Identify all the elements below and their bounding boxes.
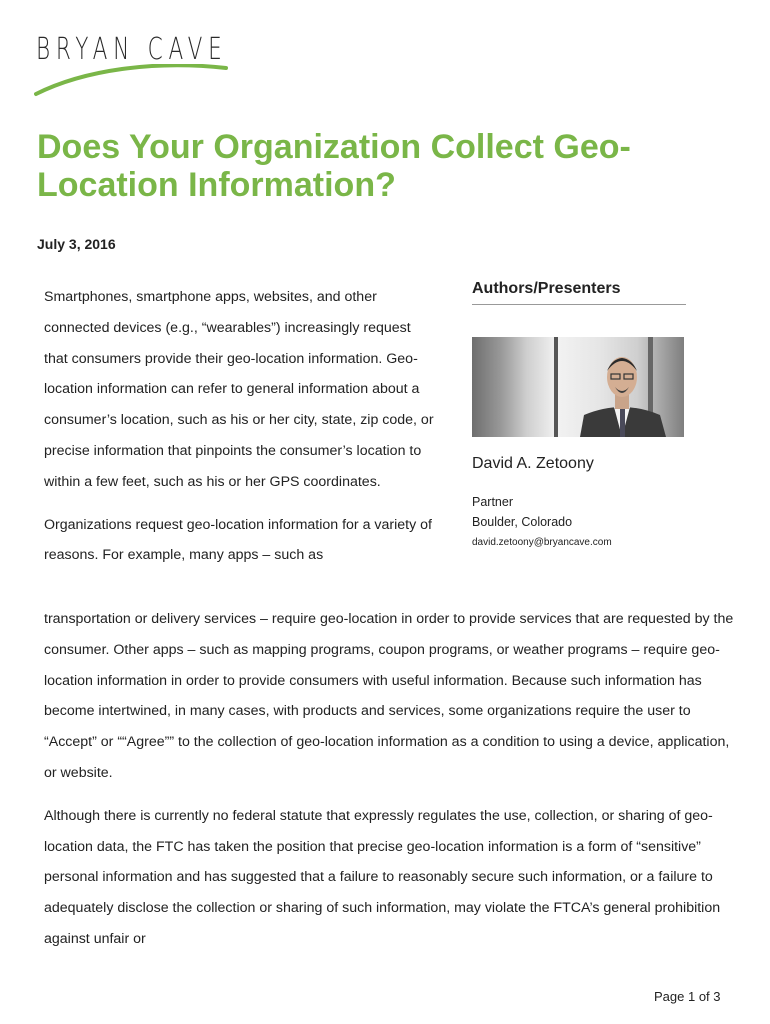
paragraph-reasons-continued: transportation or delivery services – require geo-location in order to provide services that are requested by the consumer. Other apps – such as mapping programs, coupon programs, or weather programs – require geo-location information in order to provide consumers with useful information. Because such information has become intertwined, in many cases, with products and services, some organizations require the user to “Accept” or ““Agree”” to the collection of geo-location information as a condition to using a device, application, or website. bbox=[44, 611, 734, 781]
page-number: Page 1 of 3 bbox=[654, 989, 721, 1004]
paragraph-intro: Smartphones, smartphone apps, websites, and other connected devices (e.g., “wearables”) increasingly request that consumers provide their geo-location information. Geo-location information can refer to general information about a consumer’s location, such as his or her city, state, zip code, or precise information that pinpoints the consumer’s location to within a few feet, such as his or her GPS coordinates. bbox=[44, 289, 434, 490]
logo-swoosh-icon bbox=[34, 64, 234, 100]
author-role: Partner bbox=[472, 495, 513, 509]
paragraph-reasons: Organizations request geo-location information for a variety of reasons. For example, many apps – such as bbox=[44, 516, 432, 564]
article-title: Does Your Organization Collect Geo-Location Information? bbox=[37, 128, 631, 204]
bryan-cave-logo bbox=[34, 30, 234, 100]
article-body-full-width bbox=[44, 604, 734, 955]
authors-heading: Authors/Presenters bbox=[472, 280, 686, 305]
author-name-link[interactable]: David A. Zetoony bbox=[472, 455, 594, 472]
author-location: Boulder, Colorado bbox=[472, 515, 573, 529]
article-body-left-column bbox=[44, 282, 434, 571]
paragraph-ftc: Although there is currently no federal statute that expressly regulates the use, collection, or sharing of geo-location data, the FTC has taken the position that precise geo-location information is a form of “sensitive” personal information and has suggested that a failure to reasonably secure such information, or a failure to adequately disclose the collection or sharing of such information, may violate the FTCA’s general prohibition against unfair or bbox=[44, 807, 721, 947]
logo-wordmark: BRYAN CAVE bbox=[36, 32, 228, 67]
author-email-link[interactable]: david.zetoony@bryancave.com bbox=[472, 537, 612, 548]
author-photo bbox=[472, 337, 684, 437]
author-portrait-icon bbox=[472, 337, 684, 437]
authors-sidebar bbox=[472, 280, 686, 548]
article-date: July 3, 2016 bbox=[37, 236, 116, 252]
